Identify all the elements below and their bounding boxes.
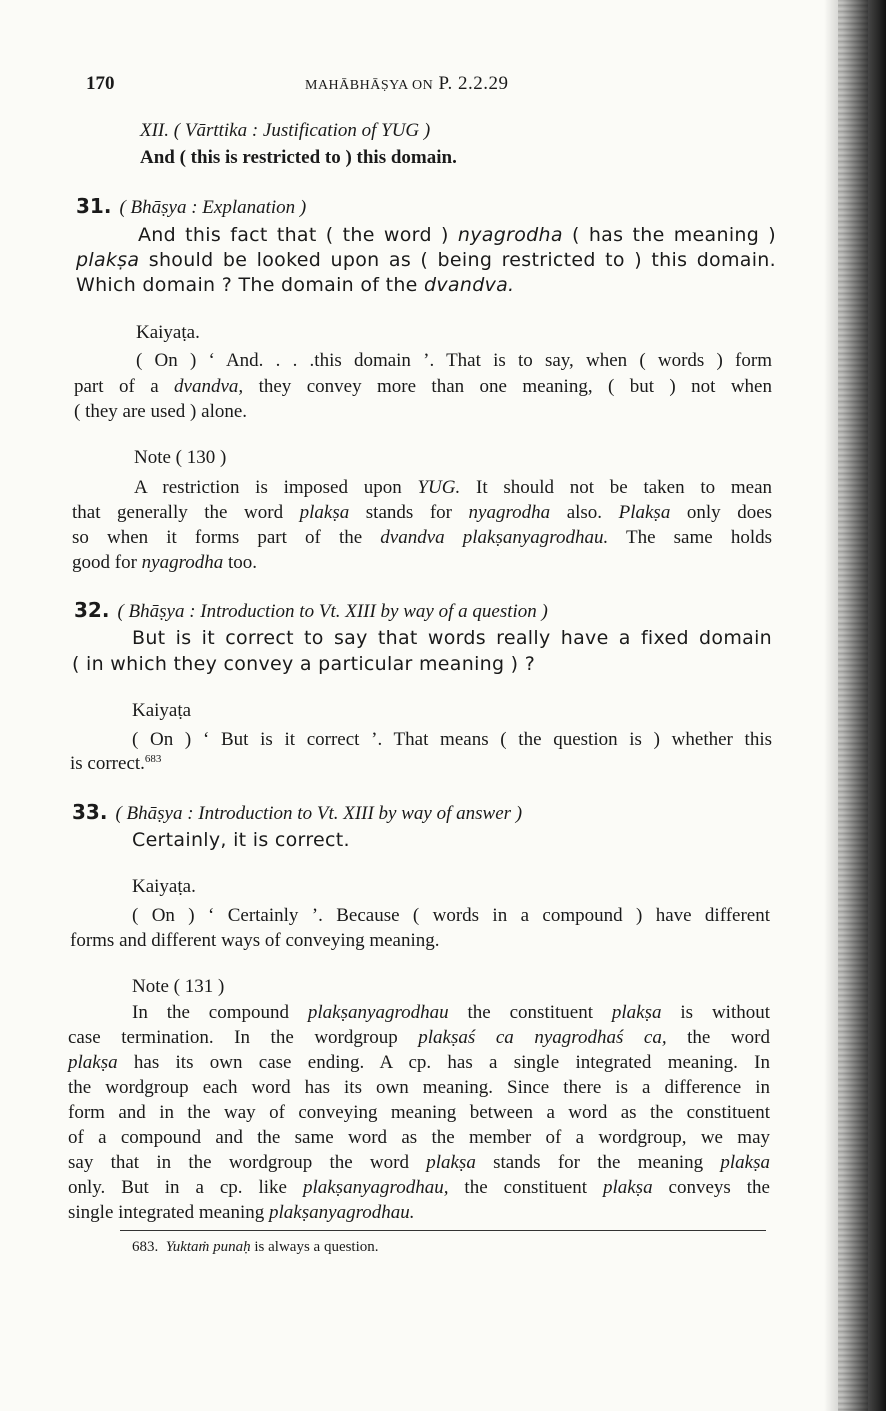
footnote-italic: Yuktaṁ punaḥ (165, 1239, 251, 1255)
kaiyata-2-title: Kaiyaṭa (132, 700, 192, 721)
running-head-title: MAHĀBHĀṢYA ON (305, 78, 434, 93)
kaiyata-1-line-1: ( On ) ‘ And. . . .this domain ’. That is to say, when ( words ) form (136, 350, 772, 371)
footnote-text: is always a question. (250, 1239, 379, 1255)
section-32-line-1: But is it correct to say that words really have a fixed domain (132, 627, 772, 649)
note-130-line-3: so when it forms part of the dvandva plakṣanyagrodhau. The same holds (72, 527, 772, 548)
section-32-line-2: ( in which they convey a particular meaning ) ? (72, 653, 536, 675)
kaiyata-3-line-2: forms and different ways of conveying meaning. (70, 930, 440, 951)
section-31-title: ( Bhāṣya : Explanation ) (119, 197, 307, 218)
kaiyata-1-line-2: part of a dvandva, they convey more than one meaning, ( but ) not when (74, 376, 772, 397)
section-31-heading (76, 194, 306, 219)
footnote-rule (120, 1230, 766, 1231)
section-31-line-3: Which domain ? The domain of the dvandva. (76, 274, 515, 296)
note-131-title: Note ( 131 ) (132, 976, 225, 997)
section-32-number: 32. (74, 598, 110, 622)
kaiyata-1-line-3: ( they are used ) alone. (74, 401, 248, 422)
section-32-heading (74, 598, 548, 623)
note-131-line-8: only. But in a cp. like plakṣanyagrodhau, the constituent plakṣa conveys the (68, 1177, 770, 1198)
vartika-xii-label: XII. ( Vārttika : Justification of YUG ) (140, 120, 431, 141)
section-31-number: 31. (76, 194, 112, 218)
section-31-line-1: And this fact that ( the word ) nyagrodha ( has the meaning ) (138, 224, 776, 246)
note-130-line-1: A restriction is imposed upon YUG. It should not be taken to mean (134, 477, 773, 498)
footnote-ref: 683 (144, 753, 162, 765)
kaiyata-1-title: Kaiyaṭa. (136, 322, 200, 343)
kaiyata-2-line-1: ( On ) ‘ But is it correct ’. That means ( the question is ) whether this (132, 729, 772, 750)
kaiyata-2-line-2: is correct.$^{683}$ (70, 753, 162, 774)
vartika-xii-text: And ( this is restricted to ) this domain. (140, 147, 457, 168)
note-131-line-2: case termination. In the wordgroup plakṣaś ca nyagrodhaś ca, the word (68, 1027, 770, 1048)
note-131-line-5: form and in the way of conveying meaning between a word as the constituent (68, 1102, 770, 1123)
running-head-ref: P. 2.2.29 (438, 73, 509, 94)
section-33-heading (72, 800, 522, 825)
footnote-number: 683. (132, 1239, 159, 1255)
note-131-line-1: In the compound plakṣanyagrodhau the constituent plakṣa is without (132, 1002, 770, 1023)
note-131-line-6: of a compound and the same word as the member of a wordgroup, we may (68, 1127, 770, 1148)
section-33-number: 33. (72, 800, 108, 824)
note-130-title: Note ( 130 ) (134, 447, 227, 468)
scanned-page-edge-texture (838, 0, 868, 1411)
section-33-title: ( Bhāṣya : Introduction to Vt. XIII by way of answer ) (115, 803, 523, 824)
note-131-line-3: plakṣa has its own case ending. A cp. has a single integrated meaning. In (68, 1052, 770, 1073)
note-131-line-9: single integrated meaning plakṣanyagrodhau. (68, 1202, 415, 1223)
running-head (305, 73, 508, 95)
footnote (132, 1239, 379, 1256)
note-131-line-4: the wordgroup each word has its own meaning. Since there is a difference in (68, 1077, 770, 1098)
kaiyata-3-line-1: ( On ) ‘ Certainly ’. Because ( words in a compound ) have different (132, 905, 770, 926)
section-31-line-2: plakṣa should be looked upon as ( being restricted to ) this domain. (76, 249, 776, 271)
note-130-line-4: good for nyagrodha too. (72, 552, 258, 573)
section-33-line-1: Certainly, it is correct. (132, 829, 350, 851)
note-130-line-2: that generally the word plakṣa stands for nyagrodha also. Plakṣa only does (72, 502, 773, 523)
page-number: 170 (86, 73, 115, 94)
kaiyata-3-title: Kaiyaṭa. (132, 876, 196, 897)
section-32-title: ( Bhāṣya : Introduction to Vt. XIII by way of a question ) (117, 601, 548, 622)
note-131-line-7: say that in the wordgroup the word plakṣa stands for the meaning plakṣa (68, 1152, 770, 1173)
